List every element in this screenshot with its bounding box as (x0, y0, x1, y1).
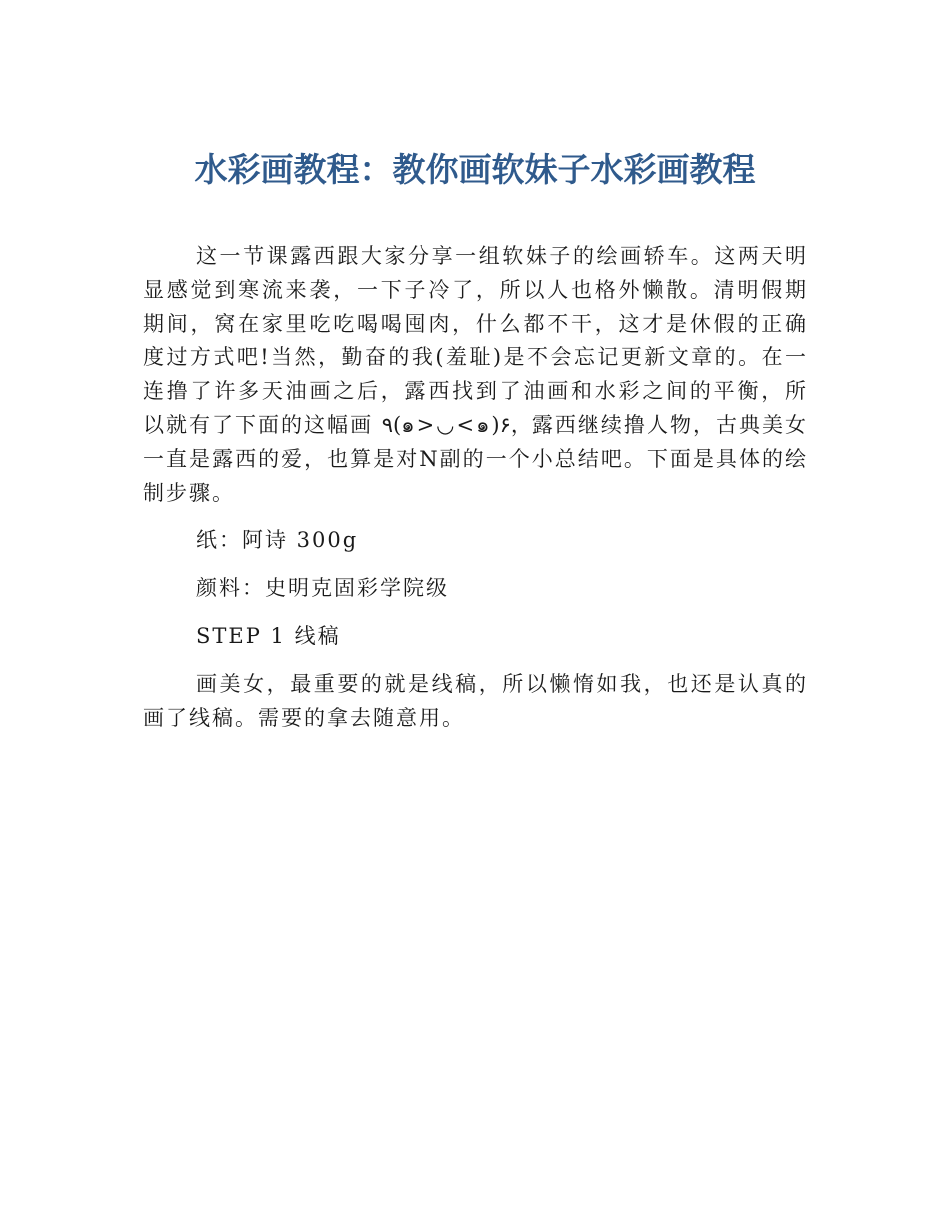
paint-line: 颜料：史明克固彩学院级 (196, 576, 449, 601)
step-paragraph: 画美女，最重要的就是线稿，所以懒惰如我，也还是认真的画了线稿。需要的拿去随意用。 (143, 671, 808, 730)
document-title: 水彩画教程：教你画软妹子水彩画教程 (194, 150, 756, 189)
step-heading: STEP 1 线稿 (196, 623, 341, 648)
paper-line: 纸：阿诗 300g (196, 528, 359, 553)
document-body (143, 240, 808, 747)
intro-paragraph: 这一节课露西跟大家分享一组软妹子的绘画轿车。这两天明显感觉到寒流来袭，一下子冷了，所以人也格外懒散。清明假期期间，窝在家里吃吃喝喝囤肉，什么都不干，这才是休假的正确度过方式吧!当然，勤奋的我(羞耻)是不会忘记更新文章的。在一连撸了许多天油画之后，露西找到了油画和水彩之间的平衡，所以就有了下面的这幅画 ٩(๑>◡<๑)۶，露西继续撸人物，古典美女一直是露西的爱，也算是对N副的一个小总结吧。下面是具体的绘制步骤。 (143, 244, 808, 505)
